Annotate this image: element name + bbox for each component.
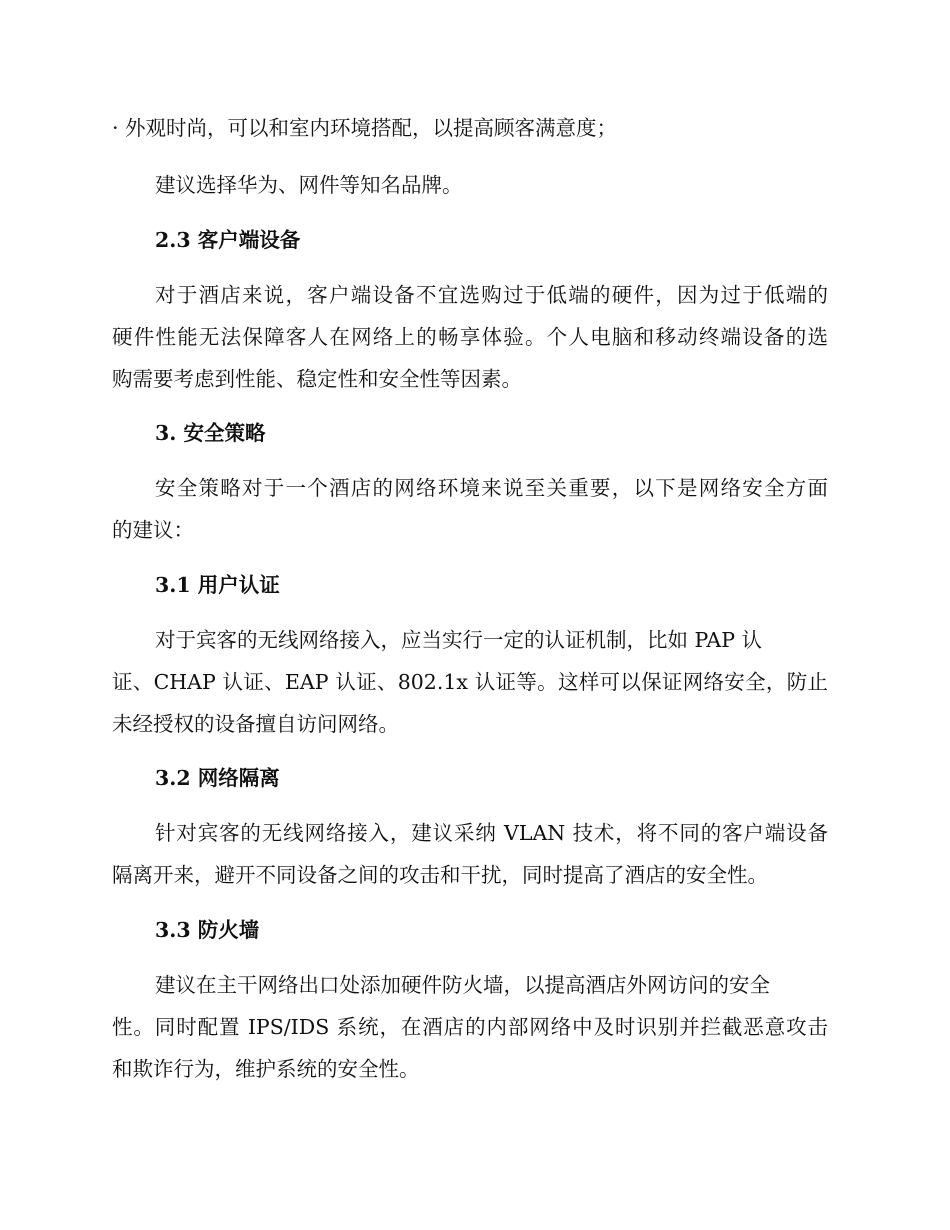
paragraph-line: 性。同时配置 IPS/IDS 系统，在酒店的内部网络中及时识别并拦截恶意攻击 [112, 1015, 828, 1039]
paragraph-line: 隔离开来，避开不同设备之间的攻击和干扰，同时提高了酒店的安全性。 [112, 863, 768, 887]
paragraph-line: 未经授权的设备擅自访问网络。 [112, 712, 399, 736]
paragraph-line: 对于酒店来说，客户端设备不宜选购过于低端的硬件，因为过于低端的 [155, 283, 828, 307]
paragraph-line: 和欺诈行为，维护系统的安全性。 [112, 1057, 420, 1081]
paragraph-line: 证、CHAP 认证、EAP 认证、802.1x 认证等。这样可以保证网络安全，防止 [112, 670, 828, 694]
paragraph-line: 对于宾客的无线网络接入，应当实行一定的认证机制，比如 PAP 认 [155, 628, 763, 652]
paragraph-line: 购需要考虑到性能、稳定性和安全性等因素。 [112, 367, 522, 391]
section-heading-3-1: 3.1 用户认证 [155, 573, 280, 597]
section-heading-3-3: 3.3 防火墙 [155, 918, 260, 942]
paragraph-line: 针对宾客的无线网络接入，建议采纳 VLAN 技术，将不同的客户端设备 [155, 821, 828, 845]
brand-suggestion: 建议选择华为、网件等知名品牌。 [155, 173, 463, 197]
paragraph-line: 安全策略对于一个酒店的网络环境来说至关重要，以下是网络安全方面 [155, 476, 828, 500]
bullet-item: · 外观时尚，可以和室内环境搭配，以提高顾客满意度； [112, 116, 618, 140]
paragraph-line: 硬件性能无法保障客人在网络上的畅享体验。个人电脑和移动终端设备的选 [112, 325, 828, 349]
section-heading-2-3: 2.3 客户端设备 [155, 228, 301, 252]
paragraph-line: 的建议： [112, 518, 194, 542]
paragraph-line: 建议在主干网络出口处添加硬件防火墙，以提高酒店外网访问的安全 [155, 973, 770, 997]
section-heading-3-2: 3.2 网络隔离 [155, 766, 280, 790]
section-heading-3: 3. 安全策略 [155, 421, 266, 445]
